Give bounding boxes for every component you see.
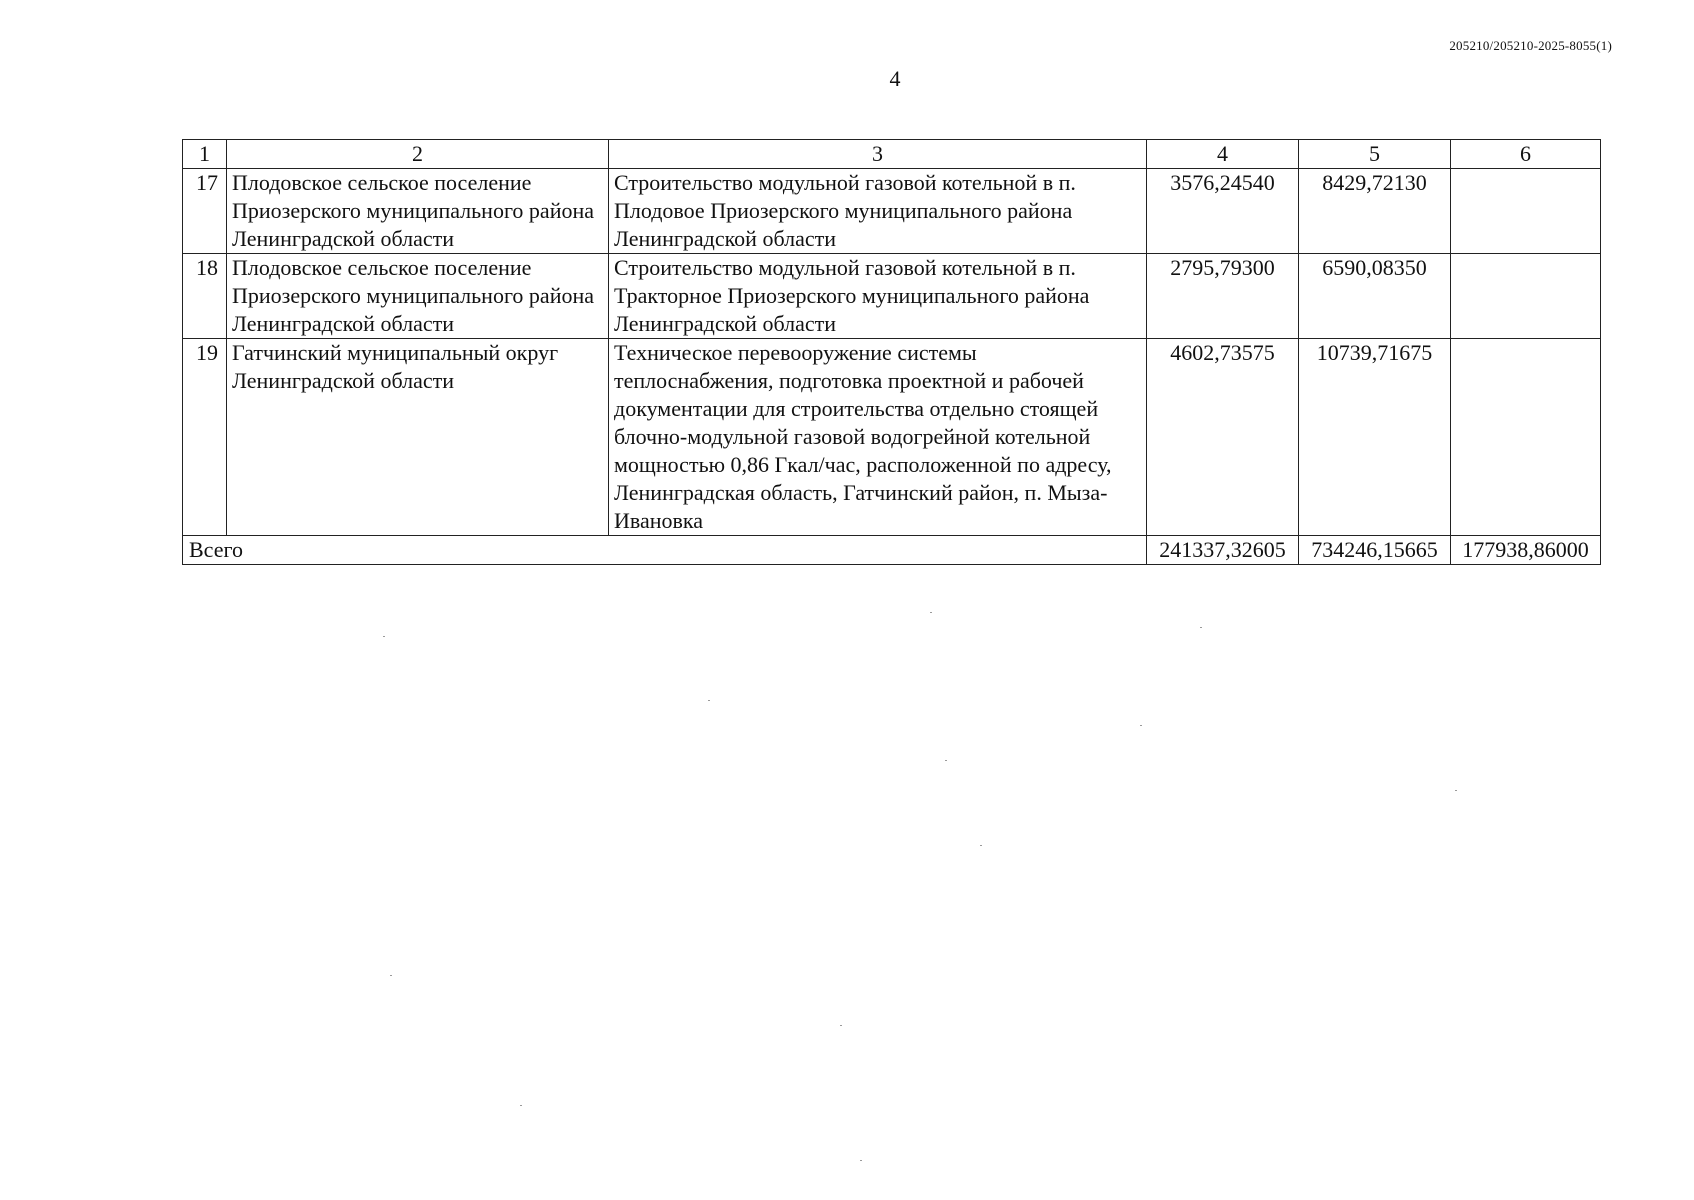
table-row bbox=[183, 254, 1601, 339]
value-cell-col6 bbox=[1451, 339, 1601, 536]
column-header: 4 bbox=[1147, 140, 1299, 169]
municipality-cell: Плодовское сельское поселение Приозерского муниципального района Ленинградской области bbox=[227, 254, 609, 339]
project-cell: Строительство модульной газовой котельной в п. Плодовое Приозерского муниципального района Ленинградской области bbox=[609, 169, 1147, 254]
scan-speck bbox=[1455, 790, 1457, 791]
table-row bbox=[183, 339, 1601, 536]
column-header: 2 bbox=[227, 140, 609, 169]
scan-speck bbox=[520, 1105, 522, 1106]
scan-speck bbox=[1200, 627, 1202, 628]
municipality-cell: Гатчинский муниципальный округ Ленинградской области bbox=[227, 339, 609, 536]
row-number: 17 bbox=[183, 169, 227, 254]
scan-speck bbox=[390, 975, 392, 976]
row-number: 19 bbox=[183, 339, 227, 536]
scan-speck bbox=[383, 636, 385, 637]
table-header-row bbox=[183, 140, 1601, 169]
scan-speck bbox=[930, 612, 932, 613]
value-cell-col6 bbox=[1451, 254, 1601, 339]
total-label: Всего bbox=[183, 536, 1147, 565]
project-cell: Техническое перевооружение системы теплоснабжения, подготовка проектной и рабочей документации для строительства отдельно стоящей блочно-модульной газовой водогрейной котельной мощностью 0,86 Гкал/час, расположенной по адресу, Ленинградская область, Гатчинский район, п. Мыза-Ивановка bbox=[609, 339, 1147, 536]
scan-speck bbox=[1140, 725, 1142, 726]
value-cell-col4: 3576,24540 bbox=[1147, 169, 1299, 254]
column-header: 5 bbox=[1299, 140, 1451, 169]
municipality-cell: Плодовское сельское поселение Приозерского муниципального района Ленинградской области bbox=[227, 169, 609, 254]
total-row bbox=[183, 536, 1601, 565]
project-cell: Строительство модульной газовой котельной в п. Тракторное Приозерского муниципального района Ленинградской области bbox=[609, 254, 1147, 339]
scan-speck bbox=[708, 700, 710, 701]
total-col4: 241337,32605 bbox=[1147, 536, 1299, 565]
value-cell-col5: 6590,08350 bbox=[1299, 254, 1451, 339]
scan-speck bbox=[860, 1160, 862, 1161]
total-col5: 734246,15665 bbox=[1299, 536, 1451, 565]
value-cell-col4: 2795,79300 bbox=[1147, 254, 1299, 339]
value-cell-col5: 8429,72130 bbox=[1299, 169, 1451, 254]
value-cell-col5: 10739,71675 bbox=[1299, 339, 1451, 536]
column-header: 3 bbox=[609, 140, 1147, 169]
column-header: 1 bbox=[183, 140, 227, 169]
column-header: 6 bbox=[1451, 140, 1601, 169]
document-id: 205210/205210-2025-8055(1) bbox=[1449, 38, 1612, 53]
data-table bbox=[182, 139, 1601, 565]
value-cell-col4: 4602,73575 bbox=[1147, 339, 1299, 536]
table-row bbox=[183, 169, 1601, 254]
scan-speck bbox=[840, 1025, 842, 1026]
scan-speck bbox=[945, 760, 947, 761]
page-number: 4 bbox=[889, 66, 901, 91]
scan-speck bbox=[980, 845, 982, 846]
row-number: 18 bbox=[183, 254, 227, 339]
value-cell-col6 bbox=[1451, 169, 1601, 254]
total-col6: 177938,86000 bbox=[1451, 536, 1601, 565]
